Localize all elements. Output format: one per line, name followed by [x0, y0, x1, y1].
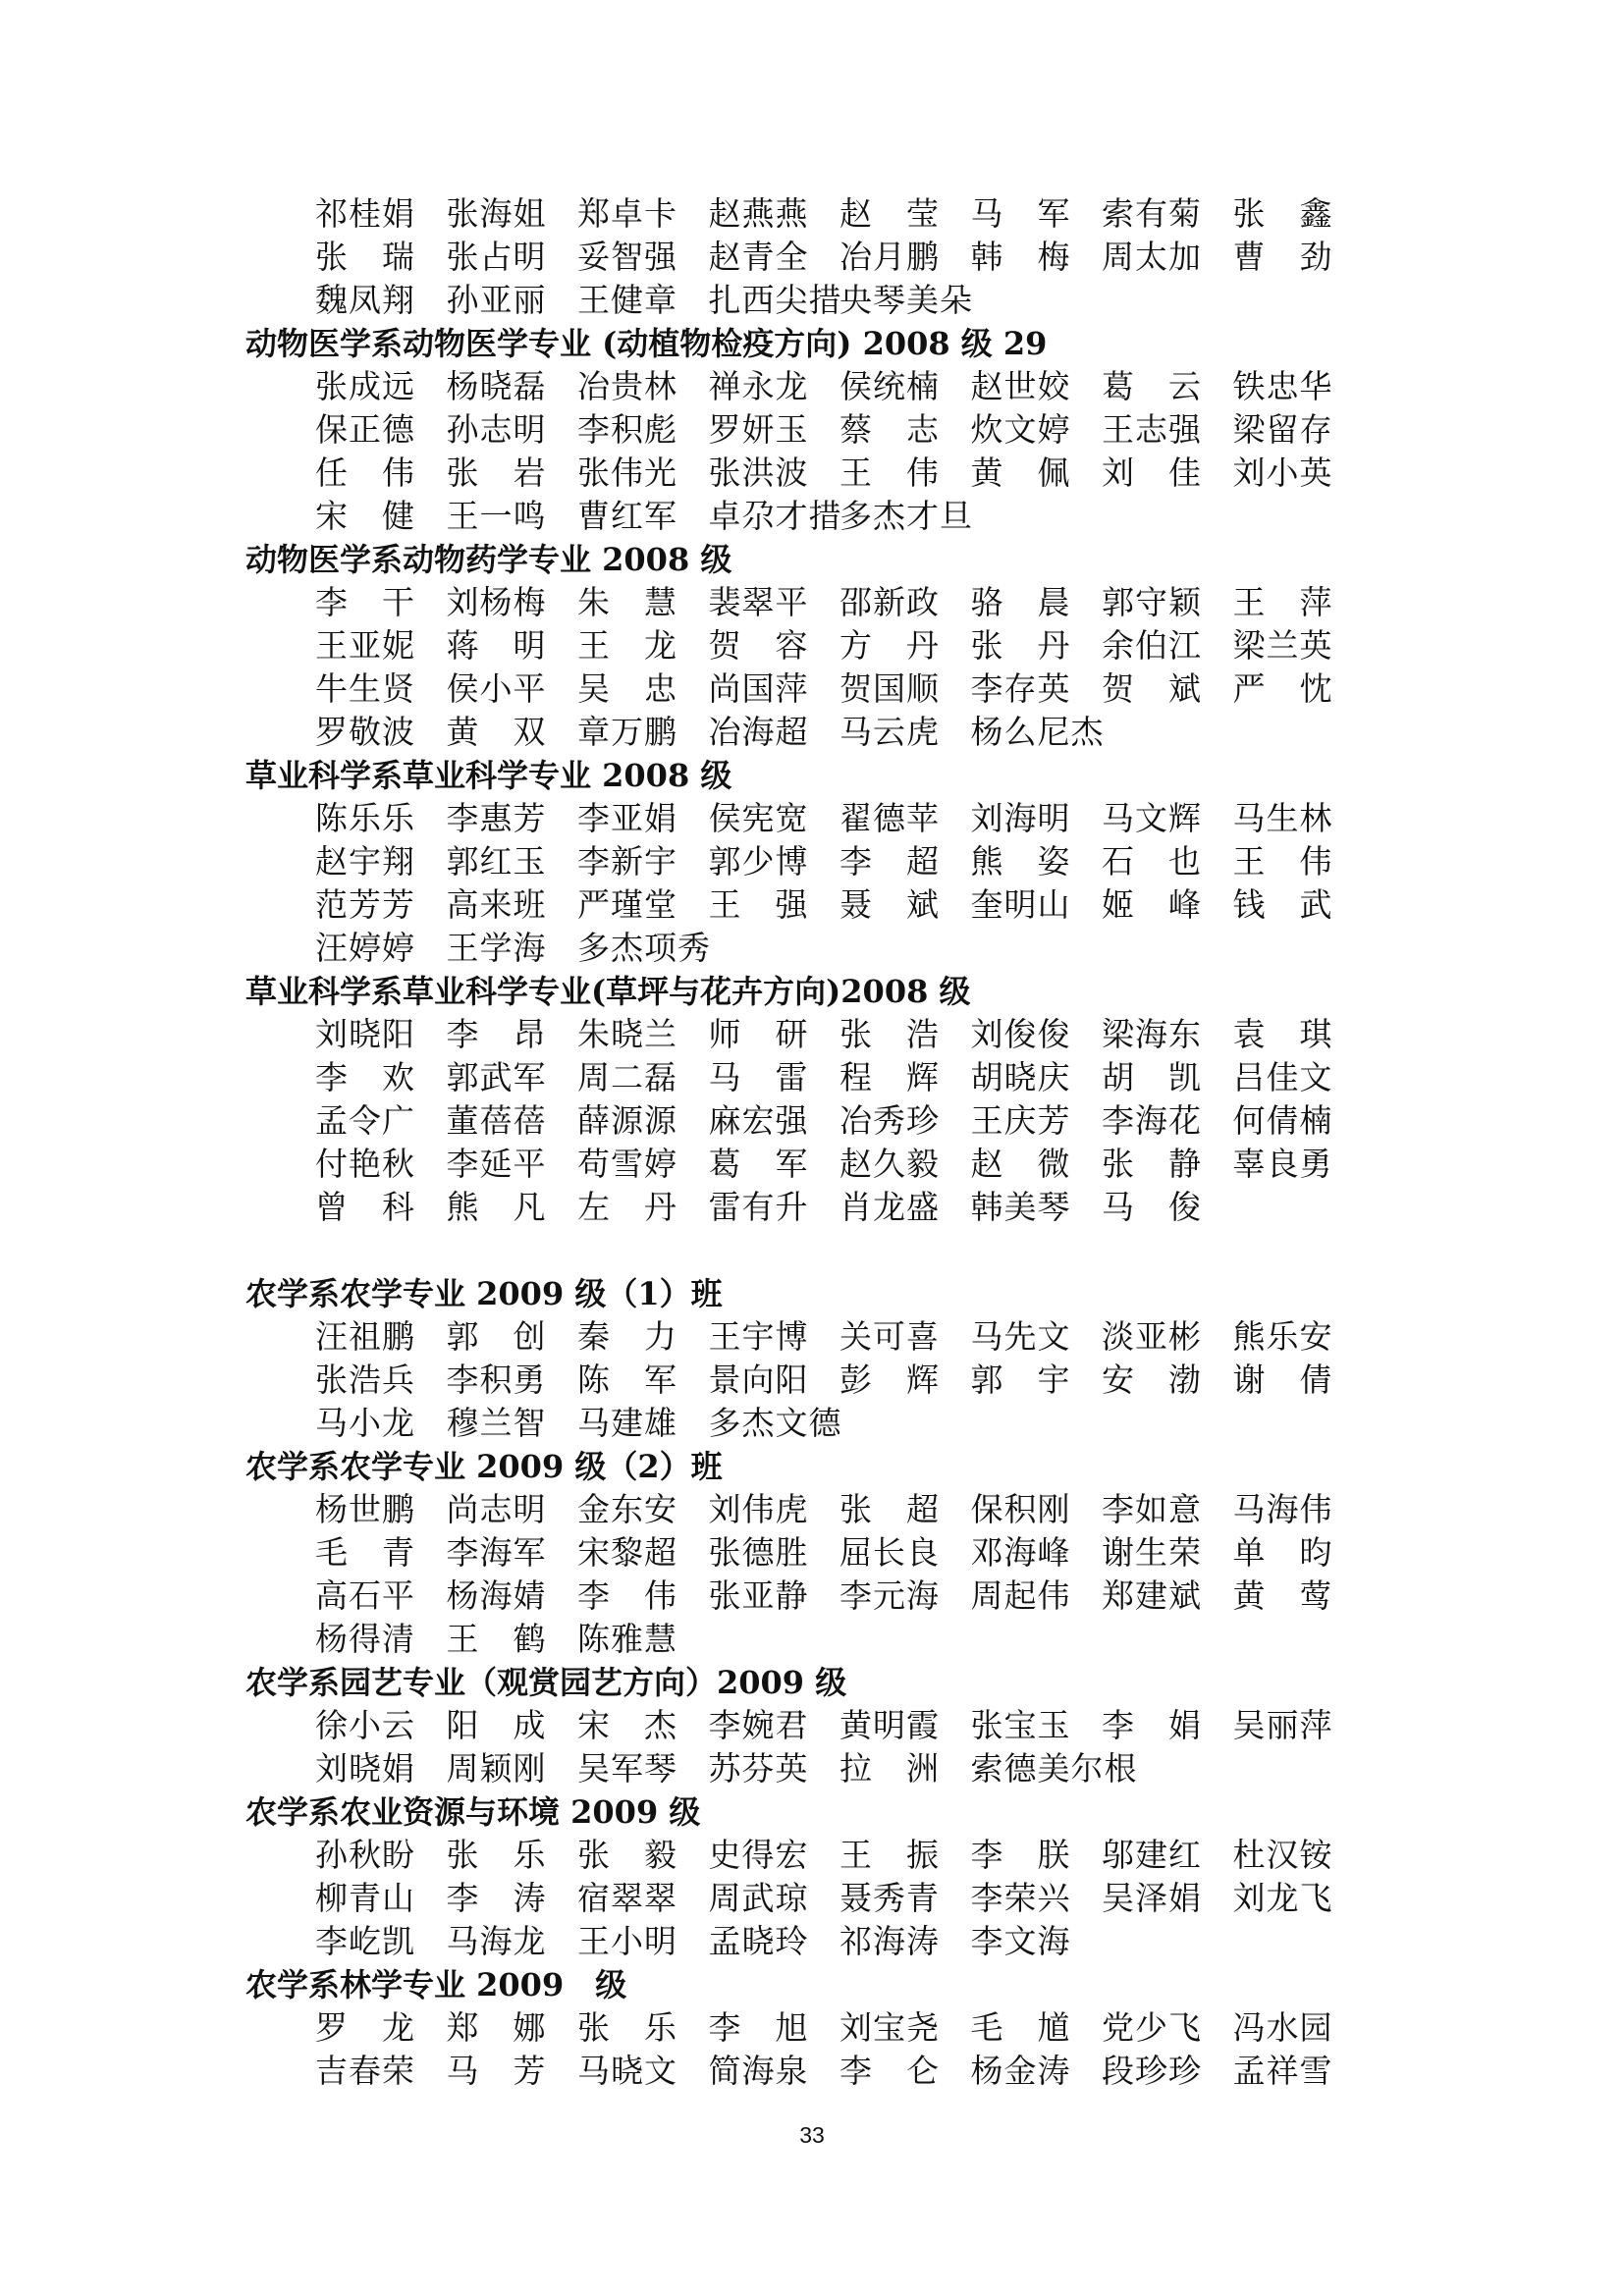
student-name: 李 昂: [446, 1015, 547, 1053]
student-name: 方 丹: [839, 626, 940, 665]
name-row: [315, 495, 1384, 538]
student-name: 张 乐: [446, 1836, 547, 1874]
student-name: 周二磊: [577, 1058, 677, 1096]
student-name: 尚国萍: [708, 669, 809, 708]
student-name: 杨晓磊: [446, 367, 547, 405]
student-name: 妥智强: [577, 238, 677, 276]
student-name: 张占明: [446, 238, 547, 276]
name-row: [315, 1402, 1384, 1445]
student-name: 张 乐: [577, 2008, 677, 2047]
name-row: [315, 1877, 1384, 1920]
student-name: 屈长良: [839, 1533, 940, 1572]
student-name: 冶海超: [708, 713, 809, 751]
student-name: 李元海: [839, 1576, 940, 1615]
student-name: 熊 凡: [446, 1188, 547, 1226]
name-row: [315, 1359, 1384, 1402]
student-name: 冶贵林: [577, 367, 677, 405]
student-name: 祁桂娟: [315, 194, 415, 233]
student-name: 禅永龙: [708, 367, 809, 405]
student-name: 刘 佳: [1102, 454, 1202, 492]
student-name: 孙志明: [446, 410, 547, 449]
student-name: 聂 斌: [839, 885, 940, 924]
student-name: 王学海: [446, 929, 547, 967]
student-name: 卓尕才措: [708, 497, 842, 535]
student-name: 贺 容: [708, 626, 809, 665]
student-name: 马云虎: [839, 713, 940, 751]
student-name: 孟祥雪: [1232, 2052, 1333, 2090]
student-name: 周太加: [1102, 238, 1202, 276]
student-name: 梁兰英: [1232, 626, 1333, 665]
student-name: 陈雅慧: [577, 1620, 677, 1658]
student-name: 罗敬波: [315, 713, 415, 751]
student-name: 索有菊: [1102, 194, 1202, 233]
student-name: 吴泽娟: [1102, 1879, 1202, 1917]
student-name: 关可喜: [839, 1317, 940, 1356]
student-name: 姬 峰: [1102, 885, 1202, 924]
section-heading: 动物医学系动物医学专业 (动植物检疫方向) 2008 级 29: [245, 325, 1048, 362]
student-name: 李 朕: [970, 1836, 1071, 1874]
student-name: 马 军: [970, 194, 1071, 233]
student-name: 董蓓蓓: [446, 1101, 547, 1140]
student-name: 魏凤翔: [315, 281, 415, 319]
section-heading: 草业科学系草业科学专业(草坪与花卉方向)2008 级: [245, 973, 971, 1010]
student-name: 任 伟: [315, 454, 415, 492]
student-name: 徐小云: [315, 1706, 415, 1744]
student-name: 赵燕燕: [708, 194, 809, 233]
student-name: 左 丹: [577, 1188, 677, 1226]
name-row: [315, 1315, 1384, 1359]
student-name: 李积彪: [577, 410, 677, 449]
name-row: [315, 840, 1384, 883]
student-name: 朱晓兰: [577, 1015, 677, 1053]
student-name: 马海伟: [1232, 1490, 1333, 1528]
student-name: 李屹凯: [315, 1922, 415, 1960]
student-name: 刘小英: [1232, 454, 1333, 492]
student-name: 杨海婧: [446, 1576, 547, 1615]
student-name: 吕佳文: [1232, 1058, 1333, 1096]
section-heading: 农学系林学专业 2009 级: [245, 1966, 627, 2003]
student-name: 史得宏: [708, 1836, 809, 1874]
student-name: 张浩兵: [315, 1361, 415, 1399]
student-name: 李 伟: [577, 1576, 677, 1615]
student-name: 谢生荣: [1102, 1533, 1202, 1572]
name-row: [315, 192, 1384, 236]
name-row: [315, 883, 1384, 927]
name-row: [315, 279, 1384, 322]
section-heading: 农学系农学专业 2009 级（2）班: [245, 1448, 723, 1485]
student-name: 张 岩: [446, 454, 547, 492]
student-name: 孙亚丽: [446, 281, 547, 319]
section-heading: 动物医学系动物药学专业 2008 级: [245, 541, 732, 578]
student-name: 刘晓娟: [315, 1749, 415, 1788]
student-name: 冯水园: [1232, 2008, 1333, 2047]
student-name: 汪祖鹏: [315, 1317, 415, 1356]
student-name: 薛源源: [577, 1101, 677, 1140]
student-name: 赵宇翔: [315, 842, 415, 881]
student-name: 王 龙: [577, 626, 677, 665]
name-row: [315, 581, 1384, 624]
student-name: 安 渤: [1102, 1361, 1202, 1399]
student-name: 王健章: [577, 281, 677, 319]
student-name: 朱 慧: [577, 583, 677, 621]
student-name: 尚志明: [446, 1490, 547, 1528]
student-name: 郭 宇: [970, 1361, 1071, 1399]
student-name: 赵世姣: [970, 367, 1071, 405]
student-name: 王 鹤: [446, 1620, 547, 1658]
student-name: 张 静: [1102, 1145, 1202, 1183]
name-row: [315, 1575, 1384, 1618]
student-name: 吴 忠: [577, 669, 677, 708]
student-name: 李存英: [970, 669, 1071, 708]
student-name: 蒋 明: [446, 626, 547, 665]
name-list: [245, 192, 1384, 2093]
student-name: 李 仑: [839, 2052, 940, 2090]
student-name: 刘俊俊: [970, 1015, 1071, 1053]
student-name: 侯统楠: [839, 367, 940, 405]
student-name: 周颖刚: [446, 1749, 547, 1788]
name-row: [315, 667, 1384, 711]
student-name: 杜汉铵: [1232, 1836, 1333, 1874]
student-name: 陈乐乐: [315, 799, 415, 837]
student-name: 陈 军: [577, 1361, 677, 1399]
student-name: 孙秋盼: [315, 1836, 415, 1874]
student-name: 贺 斌: [1102, 669, 1202, 708]
student-name: 罗妍玉: [708, 410, 809, 449]
student-name: 祁海涛: [839, 1922, 940, 1960]
student-name: 黄 佩: [970, 454, 1071, 492]
student-name: 王志强: [1102, 410, 1202, 449]
student-name: 刘龙飞: [1232, 1879, 1333, 1917]
student-name: 毛 青: [315, 1533, 415, 1572]
student-name: 张成远: [315, 367, 415, 405]
student-name: 贺国顺: [839, 669, 940, 708]
student-name: 张 瑞: [315, 238, 415, 276]
student-name: 翟德苹: [839, 799, 940, 837]
student-name: 王亚妮: [315, 626, 415, 665]
student-name: 李荣兴: [970, 1879, 1071, 1917]
student-name: 赵 莹: [839, 194, 940, 233]
section-heading: 农学系农学专业 2009 级（1）班: [245, 1275, 723, 1312]
student-name: 李文海: [970, 1922, 1071, 1960]
student-name: 蔡 志: [839, 410, 940, 449]
student-name: 马晓文: [577, 2052, 677, 2090]
student-name: 扎西尖措: [708, 281, 842, 319]
student-name: 李 超: [839, 842, 940, 881]
student-name: 赵青全: [708, 238, 809, 276]
name-row: [315, 1920, 1384, 1963]
student-name: 曹 劲: [1232, 238, 1333, 276]
student-name: 袁 琪: [1232, 1015, 1333, 1053]
student-name: 李延平: [446, 1145, 547, 1183]
student-name: 郭守颖: [1102, 583, 1202, 621]
student-name: 赵 微: [970, 1145, 1071, 1183]
student-name: 邬建红: [1102, 1836, 1202, 1874]
student-name: 李 欢: [315, 1058, 415, 1096]
name-row: [315, 1488, 1384, 1531]
student-name: 党少飞: [1102, 2008, 1202, 2047]
student-name: 黄 莺: [1232, 1576, 1333, 1615]
student-name: 郭少博: [708, 842, 809, 881]
student-name: 阳 成: [446, 1706, 547, 1744]
student-name: 麻宏强: [708, 1101, 809, 1140]
student-name: 程 辉: [839, 1058, 940, 1096]
student-name: 张 丹: [970, 626, 1071, 665]
section-heading: 农学系园艺专业（观赏园艺方向）2009 级: [245, 1664, 847, 1701]
student-name: 吴军琴: [577, 1749, 677, 1788]
student-name: 王宇博: [708, 1317, 809, 1356]
student-name: 马海龙: [446, 1922, 547, 1960]
student-name: 马先文: [970, 1317, 1071, 1356]
student-name: 简海泉: [708, 2052, 809, 2090]
student-name: 吉春荣: [315, 2052, 415, 2090]
student-name: 张 鑫: [1232, 194, 1333, 233]
student-name: 张海姐: [446, 194, 547, 233]
student-name: 苏芬英: [708, 1749, 809, 1788]
student-name: 刘杨梅: [446, 583, 547, 621]
student-name: 石 也: [1102, 842, 1202, 881]
student-name: 马小龙: [315, 1404, 415, 1442]
student-name: 刘宝尧: [839, 2008, 940, 2047]
student-name: 韩 梅: [970, 238, 1071, 276]
student-name: 李亚娟: [577, 799, 677, 837]
name-row: [315, 1099, 1384, 1143]
page-number: 33: [799, 2122, 825, 2148]
student-name: 周武琼: [708, 1879, 809, 1917]
student-name: 李新宇: [577, 842, 677, 881]
name-row: [315, 1186, 1384, 1229]
student-name: 郭武军: [446, 1058, 547, 1096]
student-name: 宋 杰: [577, 1706, 677, 1744]
name-row: [315, 797, 1384, 840]
student-name: 马建雄: [577, 1404, 677, 1442]
student-name: 李海军: [446, 1533, 547, 1572]
section-heading: 草业科学系草业科学专业 2008 级: [245, 757, 732, 794]
student-name: 李如意: [1102, 1490, 1202, 1528]
student-name: 熊乐安: [1232, 1317, 1333, 1356]
student-name: 王 振: [839, 1836, 940, 1874]
student-name: 张洪波: [708, 454, 809, 492]
student-name: 央琴美朵: [839, 281, 973, 319]
student-name: 张德胜: [708, 1533, 809, 1572]
student-name: 李海花: [1102, 1101, 1202, 1140]
student-name: 铁忠华: [1232, 367, 1333, 405]
section-spacer: [245, 1229, 1384, 1272]
student-name: 梁海东: [1102, 1015, 1202, 1053]
name-row: [315, 1834, 1384, 1877]
name-row: [315, 1143, 1384, 1186]
student-name: 苟雪婷: [577, 1145, 677, 1183]
section-heading: 农学系农业资源与环境 2009 级: [245, 1793, 701, 1831]
name-row: [315, 1013, 1384, 1056]
student-name: 穆兰智: [446, 1404, 547, 1442]
student-name: 王 伟: [1232, 842, 1333, 881]
name-row: [315, 2050, 1384, 2093]
student-name: 冶月鹏: [839, 238, 940, 276]
student-name: 葛 云: [1102, 367, 1202, 405]
name-row: [315, 452, 1384, 495]
student-name: 保正德: [315, 410, 415, 449]
name-row: [315, 1704, 1384, 1747]
student-name: 郭 创: [446, 1317, 547, 1356]
student-name: 赵久毅: [839, 1145, 940, 1183]
student-name: 韩美琴: [970, 1188, 1071, 1226]
student-name: 彭 辉: [839, 1361, 940, 1399]
student-name: 王一鸣: [446, 497, 547, 535]
student-name: 肖龙盛: [839, 1188, 940, 1226]
student-name: 刘晓阳: [315, 1015, 415, 1053]
student-name: 张 浩: [839, 1015, 940, 1053]
student-name: 谢 倩: [1232, 1361, 1333, 1399]
student-name: 马 芳: [446, 2052, 547, 2090]
student-name: 周起伟: [970, 1576, 1071, 1615]
name-row: [315, 1747, 1384, 1790]
student-name: 郑 娜: [446, 2008, 547, 2047]
student-name: 段珍珍: [1102, 2052, 1202, 2090]
student-name: 马 俊: [1102, 1188, 1202, 1226]
student-name: 索德美尔根: [970, 1749, 1138, 1788]
student-name: 孟晓玲: [708, 1922, 809, 1960]
student-name: 侯小平: [446, 669, 547, 708]
student-name: 毛 馗: [970, 2008, 1071, 2047]
student-name: 李积勇: [446, 1361, 547, 1399]
student-name: 雷有升: [708, 1188, 809, 1226]
student-name: 孟令广: [315, 1101, 415, 1140]
student-name: 高来班: [446, 885, 547, 924]
name-row: [315, 1531, 1384, 1575]
student-name: 范芳芳: [315, 885, 415, 924]
student-name: 拉 洲: [839, 1749, 940, 1788]
student-name: 淡亚彬: [1102, 1317, 1202, 1356]
student-name: 李婉君: [708, 1706, 809, 1744]
student-name: 马生林: [1232, 799, 1333, 837]
name-row: [315, 624, 1384, 667]
student-name: 邵新政: [839, 583, 940, 621]
student-name: 曾 科: [315, 1188, 415, 1226]
name-row: [315, 236, 1384, 279]
student-name: 宋黎超: [577, 1533, 677, 1572]
student-name: 钱 武: [1232, 885, 1333, 924]
student-name: 多杰文德: [708, 1404, 842, 1442]
student-name: 李惠芳: [446, 799, 547, 837]
student-name: 李 娟: [1102, 1706, 1202, 1744]
student-name: 胡晓庆: [970, 1058, 1071, 1096]
student-name: 杨么尼杰: [970, 713, 1105, 751]
student-name: 刘伟虎: [708, 1490, 809, 1528]
student-name: 冶秀珍: [839, 1101, 940, 1140]
student-name: 张 超: [839, 1490, 940, 1528]
student-name: 刘海明: [970, 799, 1071, 837]
student-name: 张亚静: [708, 1576, 809, 1615]
student-name: 多杰才旦: [839, 497, 973, 535]
name-row: [315, 365, 1384, 408]
student-name: 高石平: [315, 1576, 415, 1615]
student-name: 奎明山: [970, 885, 1071, 924]
student-name: 严 忱: [1232, 669, 1333, 708]
student-name: 马文辉: [1102, 799, 1202, 837]
student-name: 邓海峰: [970, 1533, 1071, 1572]
name-row: [315, 1618, 1384, 1661]
student-name: 秦 力: [577, 1317, 677, 1356]
student-name: 骆 晨: [970, 583, 1071, 621]
student-name: 炊文婷: [970, 410, 1071, 449]
student-name: 梁留存: [1232, 410, 1333, 449]
student-name: 王小明: [577, 1922, 677, 1960]
student-name: 宿翠翠: [577, 1879, 677, 1917]
student-name: 保积刚: [970, 1490, 1071, 1528]
student-name: 胡 凯: [1102, 1058, 1202, 1096]
student-name: 付艳秋: [315, 1145, 415, 1183]
name-row: [315, 927, 1384, 970]
student-name: 多杰项秀: [577, 929, 711, 967]
student-name: 黄明霞: [839, 1706, 940, 1744]
student-name: 聂秀青: [839, 1879, 940, 1917]
student-name: 李 旭: [708, 2008, 809, 2047]
student-name: 柳青山: [315, 1879, 415, 1917]
student-name: 王 萍: [1232, 583, 1333, 621]
student-name: 李 涛: [446, 1879, 547, 1917]
student-name: 严瑾堂: [577, 885, 677, 924]
name-row: [315, 408, 1384, 452]
student-name: 李 干: [315, 583, 415, 621]
name-row: [315, 2006, 1384, 2050]
student-name: 金东安: [577, 1490, 677, 1528]
student-name: 王 伟: [839, 454, 940, 492]
student-name: 牛生贤: [315, 669, 415, 708]
student-name: 杨得清: [315, 1620, 415, 1658]
student-name: 王庆芳: [970, 1101, 1071, 1140]
student-name: 师 研: [708, 1015, 809, 1053]
student-name: 郑卓卡: [577, 194, 677, 233]
student-name: 余伯江: [1102, 626, 1202, 665]
student-name: 郭红玉: [446, 842, 547, 881]
student-name: 张宝玉: [970, 1706, 1071, 1744]
student-name: 黄 双: [446, 713, 547, 751]
student-name: 杨世鹏: [315, 1490, 415, 1528]
student-name: 马 雷: [708, 1058, 809, 1096]
student-name: 熊 姿: [970, 842, 1071, 881]
student-name: 章万鹏: [577, 713, 677, 751]
student-name: 杨金涛: [970, 2052, 1071, 2090]
student-name: 侯宪宽: [708, 799, 809, 837]
student-name: 曹红军: [577, 497, 677, 535]
name-row: [315, 1056, 1384, 1099]
student-name: 王 强: [708, 885, 809, 924]
student-name: 景向阳: [708, 1361, 809, 1399]
student-name: 张 毅: [577, 1836, 677, 1874]
student-name: 汪婷婷: [315, 929, 415, 967]
student-name: 郑建斌: [1102, 1576, 1202, 1615]
student-name: 葛 军: [708, 1145, 809, 1183]
student-name: 何倩楠: [1232, 1101, 1333, 1140]
student-name: 裴翠平: [708, 583, 809, 621]
student-name: 吴丽萍: [1232, 1706, 1333, 1744]
student-name: 罗 龙: [315, 2008, 415, 2047]
name-row: [315, 711, 1384, 754]
student-name: 单 昀: [1232, 1533, 1333, 1572]
student-name: 张伟光: [577, 454, 677, 492]
student-name: 辜良勇: [1232, 1145, 1333, 1183]
student-name: 宋 健: [315, 497, 415, 535]
